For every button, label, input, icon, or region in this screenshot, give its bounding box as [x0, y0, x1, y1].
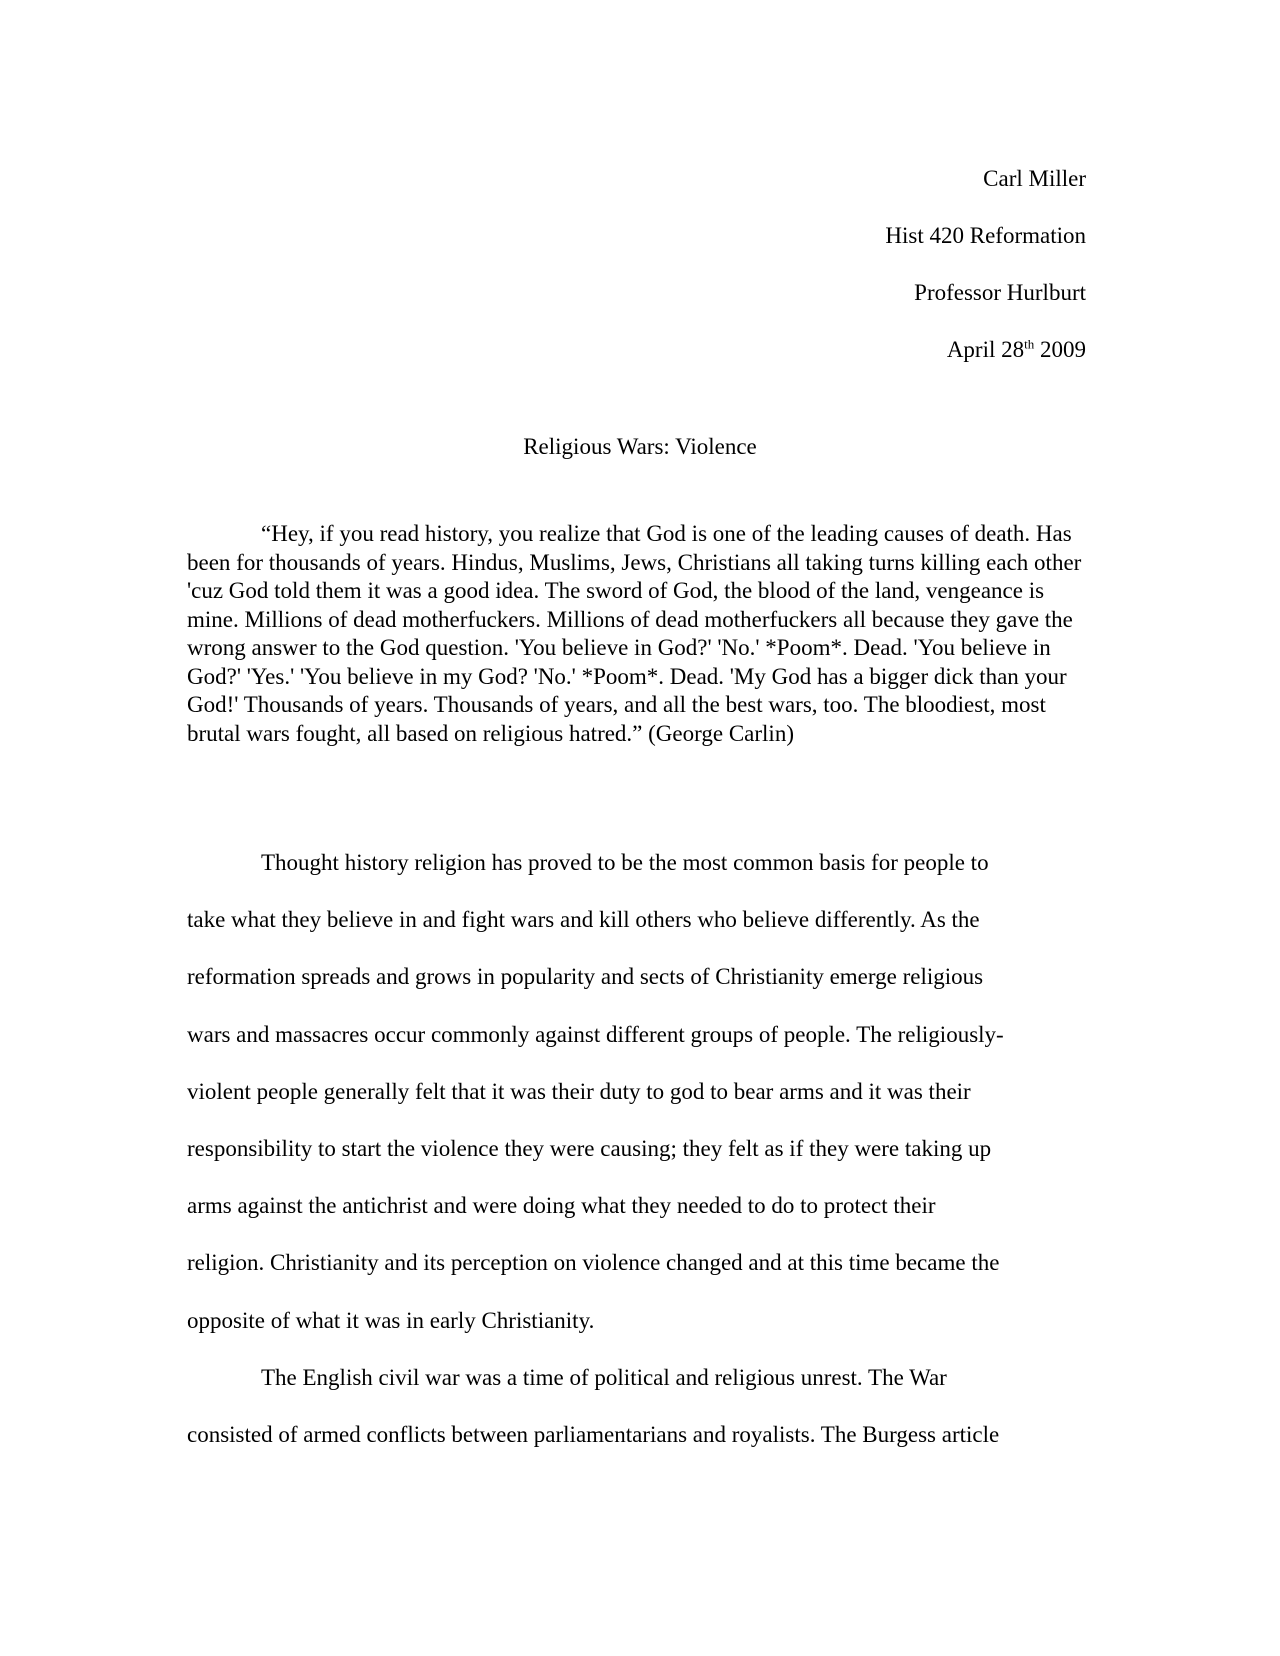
author-name: Carl Miller [983, 166, 1086, 191]
body-line: religion. Christianity and its perception on violence changed and at this time became the [187, 1250, 1000, 1276]
essay-body [187, 834, 1082, 1463]
body-line: consisted of armed conflicts between parliamentarians and royalists. The Burgess article [187, 1422, 1000, 1448]
date-year: 2009 [1034, 337, 1086, 362]
body-line: wars and massacres occur commonly against different groups of people. The religiously- [187, 1021, 1004, 1047]
body-line: arms against the antichrist and were doing what they needed to do to protect their [187, 1193, 936, 1219]
header-block [885, 150, 1086, 378]
professor-name: Professor Hurlburt [914, 280, 1086, 305]
body-line: violent people generally felt that it was their duty to god to bear arms and it was their [187, 1078, 971, 1104]
date-prefix: April 28 [946, 337, 1025, 362]
body-line: Thought history religion has proved to be the most common basis for people to [261, 850, 989, 875]
body-line: The English civil war was a time of political and religious unrest. The War [261, 1364, 947, 1390]
date [885, 321, 1086, 378]
opening-quote: “Hey, if you read history, you realize that God is one of the leading causes of death. Has been for thousands of years. Hindus, Muslims, Jews, Christians all taking turns killing each other 'cuz God told them it was a good idea. The sword of God, the blood of the land, vengeance is mine. Millions of dead motherfuckers. Millions of dead motherfuckers all because they gave the wrong answer to the God question. 'You believe in God?' 'No.' *Poom*. Dead. 'You believe in God?' 'Yes.' 'You believe in my God? 'No.' *Poom*. Dead. 'My God has a bigger dick than your God!' Thousands of years. Thousands of years, and all the best wars, too. The bloodiest, most brutal wars fought, all based on religious hatred.” (George Carlin) [187, 521, 1082, 746]
course-name: Hist 420 Reformation [885, 223, 1086, 248]
body-line: reformation spreads and grows in popularity and sects of Christianity emerge religious [187, 964, 984, 990]
body-line: take what they believe in and fight wars and kill others who believe differently. As the [187, 907, 980, 933]
body-line: opposite of what it was in early Christianity. [187, 1307, 595, 1333]
body-line: responsibility to start the violence they were causing; they felt as if they were taking up [187, 1136, 992, 1162]
essay-title: Religious Wars: Violence [523, 434, 757, 459]
date-ordinal-suffix: th [1024, 336, 1035, 352]
